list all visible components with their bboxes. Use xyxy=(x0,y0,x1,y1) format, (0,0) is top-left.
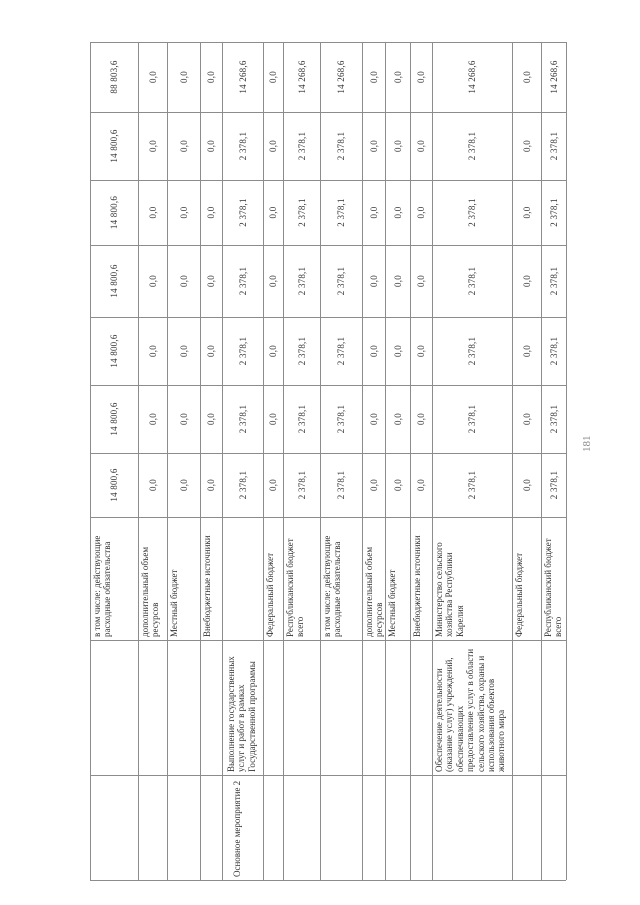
cell-value: 0,0 xyxy=(147,71,158,83)
cell-value: 2 378,1 xyxy=(467,470,477,500)
cell-value: 0,0 xyxy=(206,479,216,491)
grid-line xyxy=(90,42,91,880)
resource-label: Внебюджетные источники xyxy=(412,535,422,637)
cell-value: 0,0 xyxy=(416,206,426,219)
cell-value: 2 378,1 xyxy=(336,266,346,296)
cell-value: 14 800,6 xyxy=(109,402,119,436)
grid-line xyxy=(90,385,566,386)
cell-value: 2 378,1 xyxy=(467,131,477,161)
cell-value: 0,0 xyxy=(368,413,379,425)
cell-value: 0,0 xyxy=(521,140,532,152)
cell-value: 14 800,6 xyxy=(109,195,119,230)
cell-value: 2 378,1 xyxy=(548,266,559,296)
cell-value: 0,0 xyxy=(392,140,403,152)
grid-line xyxy=(410,42,411,880)
grid-line xyxy=(90,245,566,246)
cell-value: 14 800,6 xyxy=(109,129,119,163)
page-number: 181 xyxy=(581,435,593,452)
cell-value: 0,0 xyxy=(206,206,216,219)
grid-line xyxy=(222,42,223,880)
cell-value: 2 378,1 xyxy=(237,470,248,500)
cell-value: 14 268,6 xyxy=(296,60,307,94)
grid-line xyxy=(90,453,566,454)
cell-value: 2 378,1 xyxy=(296,131,307,161)
grid-line xyxy=(385,42,386,880)
cell-value: 0,0 xyxy=(268,206,278,219)
cell-value: 2 378,1 xyxy=(548,404,559,434)
cell-value: 2 378,1 xyxy=(548,198,559,227)
grid-line xyxy=(90,880,566,881)
cell-value: 2 378,1 xyxy=(237,336,248,366)
measure-label: Основное мероприятие 2 xyxy=(232,780,242,877)
grid-line xyxy=(320,42,321,880)
cell-value: 0,0 xyxy=(392,479,403,491)
cell-value: 0,0 xyxy=(178,206,189,219)
cell-value: 0,0 xyxy=(147,275,158,287)
grid-line xyxy=(90,775,566,776)
cell-value: 14 800,6 xyxy=(109,264,119,298)
cell-value: 2 378,1 xyxy=(237,266,248,296)
cell-value: 0,0 xyxy=(147,479,158,491)
cell-value: 0,0 xyxy=(268,413,278,425)
cell-value: 0,0 xyxy=(206,345,216,357)
cell-value: 0,0 xyxy=(416,140,426,152)
cell-value: 0,0 xyxy=(178,413,189,425)
resource-label: Выполнение государственных услуг и работ в рамках Государственной программы xyxy=(226,656,257,772)
grid-line xyxy=(566,42,567,880)
grid-line xyxy=(90,640,566,641)
cell-value: 0,0 xyxy=(368,140,379,152)
cell-value: 0,0 xyxy=(147,206,158,219)
cell-value: 0,0 xyxy=(392,206,403,219)
cell-value: 0,0 xyxy=(368,479,379,491)
cell-value: 0,0 xyxy=(392,345,403,357)
cell-value: 2 378,1 xyxy=(467,266,477,296)
cell-value: 2 378,1 xyxy=(336,131,346,161)
cell-value: 0,0 xyxy=(368,206,379,219)
grid-line xyxy=(138,42,139,880)
cell-value: 2 378,1 xyxy=(467,404,477,434)
cell-value: 14 268,6 xyxy=(467,60,477,94)
cell-value: 88 803,6 xyxy=(109,60,119,94)
grid-line xyxy=(200,42,201,880)
cell-value: 2 378,1 xyxy=(237,404,248,434)
grid-line xyxy=(541,42,542,880)
cell-value: 0,0 xyxy=(178,71,189,83)
cell-value: 0,0 xyxy=(521,413,532,425)
resource-label: дополнительный объем ресурсов xyxy=(140,546,161,637)
resource-label: Федеральный бюджет xyxy=(265,552,275,637)
cell-value: 2 378,1 xyxy=(336,198,346,227)
cell-value: 14 268,6 xyxy=(548,60,559,94)
cell-value: 14 800,6 xyxy=(109,468,119,502)
resource-label: Местный бюджет xyxy=(169,569,179,637)
cell-value: 2 378,1 xyxy=(467,198,477,227)
resource-label: Министерство сельского хозяйства Республики Карелия xyxy=(434,542,465,637)
cell-value: 14 268,6 xyxy=(336,60,346,94)
cell-value: 0,0 xyxy=(206,413,216,425)
grid-line xyxy=(90,317,566,318)
cell-value: 0,0 xyxy=(268,71,278,83)
cell-value: 0,0 xyxy=(368,275,379,287)
cell-value: 0,0 xyxy=(392,413,403,425)
cell-value: 0,0 xyxy=(368,345,379,357)
resource-label: дополнительный объем ресурсов xyxy=(364,546,385,637)
resource-label: в том числе: действующие расходные обязательства xyxy=(322,535,343,637)
grid-line xyxy=(512,42,513,880)
cell-value: 2 378,1 xyxy=(237,131,248,161)
cell-value: 0,0 xyxy=(392,275,403,287)
cell-value: 0,0 xyxy=(178,140,189,152)
cell-value: 2 378,1 xyxy=(467,336,477,366)
grid-line xyxy=(90,112,566,113)
cell-value: 0,0 xyxy=(206,275,216,287)
grid-line xyxy=(167,42,168,880)
cell-value: 0,0 xyxy=(416,345,426,357)
cell-value: 0,0 xyxy=(521,275,532,287)
grid-line xyxy=(90,42,566,43)
measure-description: Обеспечение деятельности (оказание услуг) учреждений, обеспечивающих предоставление услуг в области сельского хозяйства, охраны и использования объектов животного мира xyxy=(434,648,507,772)
cell-value: 0,0 xyxy=(416,71,426,83)
cell-value: 0,0 xyxy=(268,345,278,357)
cell-value: 2 378,1 xyxy=(548,336,559,366)
cell-value: 2 378,1 xyxy=(336,404,346,434)
resource-label: Внебюджетные источники xyxy=(202,535,212,637)
resource-label: Местный бюджет xyxy=(387,569,397,637)
cell-value: 0,0 xyxy=(392,71,403,83)
resource-label: Республиканский бюджет всего xyxy=(285,538,306,637)
cell-value: 2 378,1 xyxy=(296,404,307,434)
cell-value: 0,0 xyxy=(416,413,426,425)
cell-value: 0,0 xyxy=(178,275,189,287)
cell-value: 2 378,1 xyxy=(548,470,559,500)
resource-label: Федеральный бюджет xyxy=(514,552,524,637)
grid-line xyxy=(90,517,566,518)
cell-value: 0,0 xyxy=(521,479,532,491)
cell-value: 0,0 xyxy=(416,479,426,491)
cell-value: 2 378,1 xyxy=(296,266,307,296)
cell-value: 0,0 xyxy=(147,413,158,425)
cell-value: 0,0 xyxy=(178,479,189,491)
grid-line xyxy=(432,42,433,880)
cell-value: 0,0 xyxy=(206,140,216,152)
cell-value: 0,0 xyxy=(147,140,158,152)
cell-value: 0,0 xyxy=(268,479,278,491)
grid-line xyxy=(283,42,284,880)
cell-value: 0,0 xyxy=(416,275,426,287)
cell-value: 0,0 xyxy=(521,345,532,357)
cell-value: 0,0 xyxy=(147,345,158,357)
cell-value: 2 378,1 xyxy=(336,470,346,500)
cell-value: 2 378,1 xyxy=(296,336,307,366)
cell-value: 0,0 xyxy=(368,71,379,83)
cell-value: 2 378,1 xyxy=(296,470,307,500)
cell-value: 0,0 xyxy=(521,206,532,219)
resource-label: Республиканский бюджет всего xyxy=(543,538,564,637)
cell-value: 2 378,1 xyxy=(336,336,346,366)
cell-value: 14 268,6 xyxy=(237,60,248,94)
budget-table xyxy=(90,42,566,880)
grid-line xyxy=(362,42,363,880)
cell-value: 0,0 xyxy=(268,275,278,287)
cell-value: 14 800,6 xyxy=(109,334,119,368)
cell-value: 2 378,1 xyxy=(237,198,248,227)
cell-value: 0,0 xyxy=(521,71,532,83)
resource-label: в том числе: действующие расходные обязательства xyxy=(92,535,113,637)
cell-value: 0,0 xyxy=(206,71,216,83)
cell-value: 0,0 xyxy=(268,140,278,152)
cell-value: 2 378,1 xyxy=(548,131,559,161)
cell-value: 2 378,1 xyxy=(296,198,307,227)
grid-line xyxy=(90,180,566,181)
cell-value: 0,0 xyxy=(178,345,189,357)
